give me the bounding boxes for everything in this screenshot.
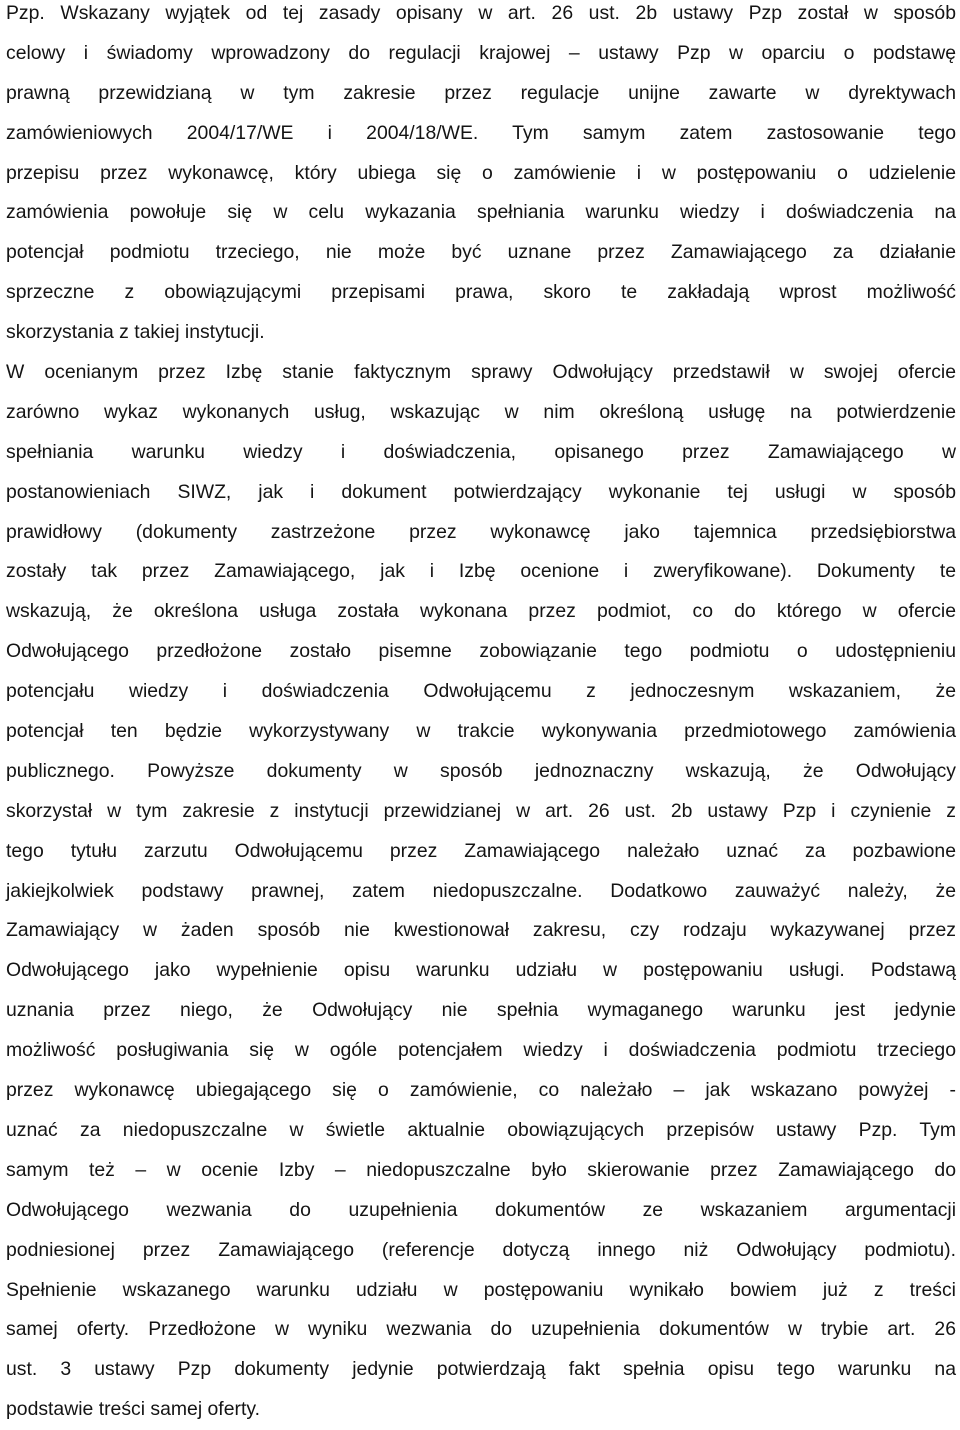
text-line: samym też – w ocenie Izby – niedopuszczalne było skierowanie przez Zamawiającego do xyxy=(6,1158,956,1181)
text-line: jakiejkolwiek podstawy prawnej, zatem niedopuszczalne. Dodatkowo zauważyć należy, że xyxy=(6,879,956,902)
text-line: postanowieniach SIWZ, jak i dokument potwierdzający wykonanie tej usługi w sposób xyxy=(6,480,956,503)
text-line: podstawie treści samej oferty. xyxy=(6,1398,260,1421)
text-line: celowy i świadomy wprowadzony do regulacji krajowej – ustawy Pzp w oparciu o podstawę xyxy=(6,41,956,64)
text-line: prawidłowy (dokumenty zastrzeżone przez wykonawcę jako tajemnica przedsiębiorstwa xyxy=(6,520,956,543)
text-line: samej oferty. Przedłożone w wyniku wezwania do uzupełnienia dokumentów w trybie art. 26 xyxy=(6,1318,956,1341)
text-line: wskazują, że określona usługa została wykonana przez podmiot, co do którego w ofercie xyxy=(6,600,956,623)
text-line: przepisu przez wykonawcę, który ubiega się o zamówienie i w postępowaniu o udzielenie xyxy=(6,161,956,184)
text-line: podniesionej przez Zamawiającego (referencje dotyczą innego niż Odwołujący podmiotu). xyxy=(6,1238,956,1261)
text-line: uznania przez niego, że Odwołujący nie spełnia wymaganego warunku jest jedynie xyxy=(6,999,956,1022)
text-line: Odwołującego jako wypełnienie opisu warunku udziału w postępowaniu usługi. Podstawą xyxy=(6,959,956,982)
document-page xyxy=(6,0,956,1430)
text-line: skorzystania z takiej instytucji. xyxy=(6,321,265,344)
text-line: możliwość posługiwania się w ogóle potencjałem wiedzy i doświadczenia podmiotu trzeciego xyxy=(6,1039,956,1062)
text-line: spełniania warunku wiedzy i doświadczenia, opisanego przez Zamawiającego w xyxy=(6,440,956,463)
text-line: Odwołującego wezwania do uzupełnienia dokumentów ze wskazaniem argumentacji xyxy=(6,1198,956,1221)
paragraph-2 xyxy=(6,353,956,1430)
text-line: publicznego. Powyższe dokumenty w sposób jednoznaczny wskazują, że Odwołujący xyxy=(6,759,956,782)
text-line: Zamawiający w żaden sposób nie kwestionował zakresu, czy rodzaju wykazywanej przez xyxy=(6,919,956,942)
text-line: Spełnienie wskazanego warunku udziału w postępowaniu wynikało bowiem już z treści xyxy=(6,1278,956,1301)
text-line: prawną przewidzianą w tym zakresie przez regulacje unijne zawarte w dyrektywach xyxy=(6,81,956,104)
text-line: Odwołującego przedłożone zostało pisemne zobowiązanie tego podmiotu o udostępnieniu xyxy=(6,640,956,663)
text-line: zamówieniowych 2004/17/WE i 2004/18/WE. Tym samym zatem zastosowanie tego xyxy=(6,121,956,144)
text-line: tego tytułu zarzutu Odwołującemu przez Zamawiającego należało uznać za pozbawione xyxy=(6,839,956,862)
text-line: potencjał ten będzie wykorzystywany w trakcie wykonywania przedmiotowego zamówienia xyxy=(6,720,956,743)
text-line: zostały tak przez Zamawiającego, jak i Izbę ocenione i zweryfikowane). Dokumenty te xyxy=(6,560,956,583)
paragraph-1 xyxy=(6,0,956,353)
text-line: skorzystał w tym zakresie z instytucji przewidzianej w art. 26 ust. 2b ustawy Pzp i czynienie z xyxy=(6,799,956,822)
text-line: sprzeczne z obowiązującymi przepisami prawa, skoro te zakładają wprost możliwość xyxy=(6,281,956,304)
text-line: ust. 3 ustawy Pzp dokumenty jedynie potwierdzają fakt spełnia opisu tego warunku na xyxy=(6,1358,956,1381)
text-line: zamówienia powołuje się w celu wykazania spełniania warunku wiedzy i doświadczenia na xyxy=(6,201,956,224)
text-line: Pzp. Wskazany wyjątek od tej zasady opisany w art. 26 ust. 2b ustawy Pzp został w sposób xyxy=(6,2,956,24)
text-line: uznać za niedopuszczalne w świetle aktualnie obowiązujących przepisów ustawy Pzp. Tym xyxy=(6,1118,956,1141)
text-line: potencjał podmiotu trzeciego, nie może być uznane przez Zamawiającego za działanie xyxy=(6,241,956,264)
text-line: zarówno wykaz wykonanych usług, wskazując w nim określoną usługę na potwierdzenie xyxy=(6,400,956,423)
text-line: przez wykonawcę ubiegającego się o zamówienie, co należało – jak wskazano powyżej - xyxy=(6,1079,956,1102)
text-line: W ocenianym przez Izbę stanie faktycznym sprawy Odwołujący przedstawił w swojej ofercie xyxy=(6,361,956,384)
text-line: potencjału wiedzy i doświadczenia Odwołującemu z jednoczesnym wskazaniem, że xyxy=(6,680,956,703)
